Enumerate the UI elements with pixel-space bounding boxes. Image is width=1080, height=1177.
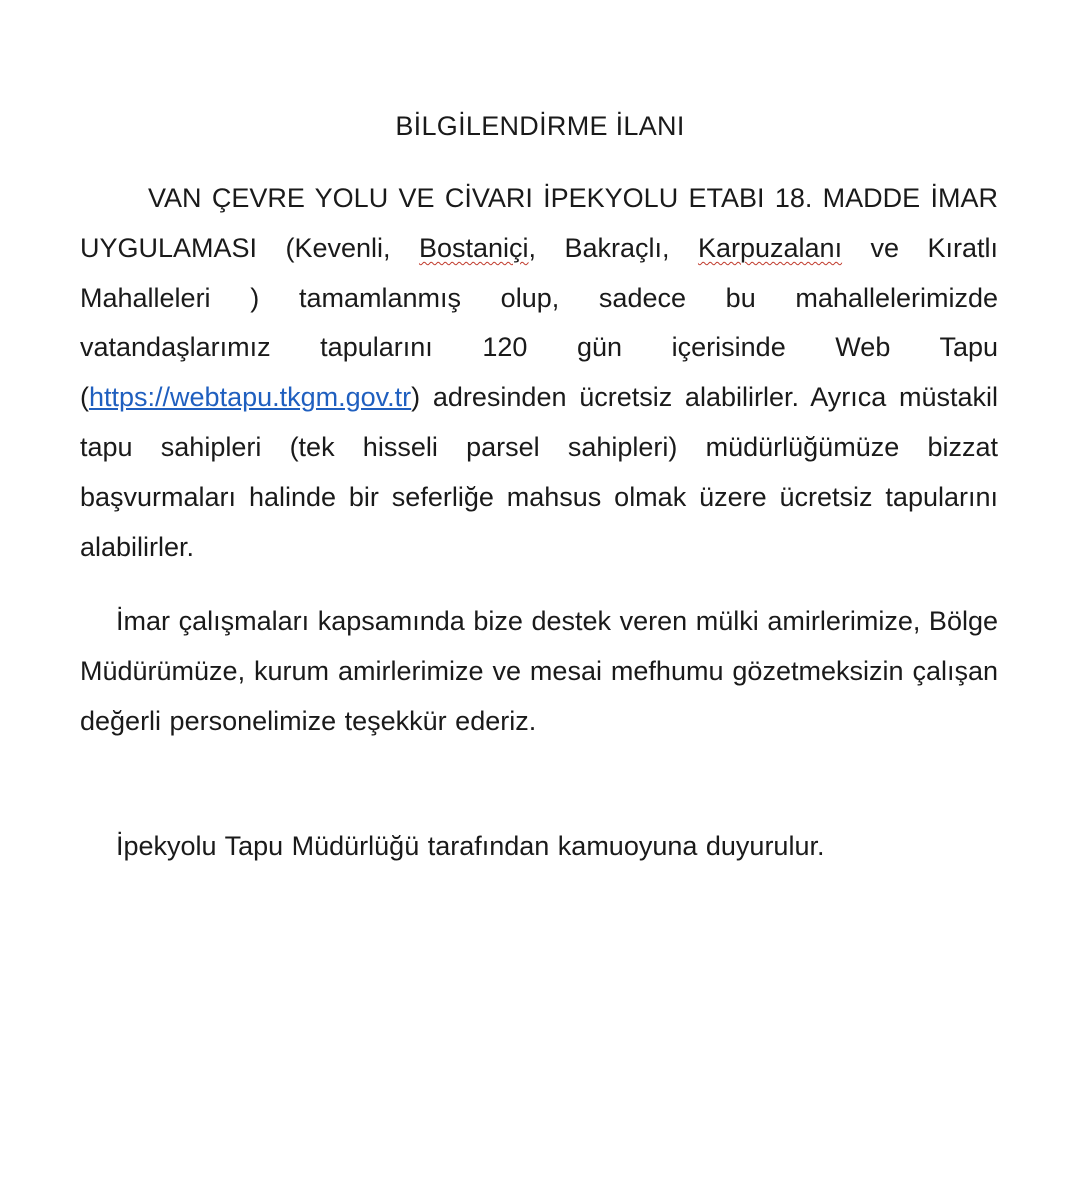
- paragraph-announcement: [80, 174, 998, 572]
- paragraph-1-part-3: ve Kıratlı Mahalleleri ) tamamlanmış olup, sadece bu mahallelerimizde vatandaşlarımız tapularını 120 gün içerisinde Web Tapu (: [80, 232, 998, 413]
- paragraph-thanks: İmar çalışmaları kapsamında bize destek veren mülki amirlerimize, Bölge Müdürümüze, kurum amirlerimize ve mesai mefhumu gözetmeksizin çalışan değerli personelimize teşekkür ederiz.: [80, 606, 998, 736]
- paragraph-1-part-4: ) adresinden ücretsiz alabilirler. Ayrıca müstakil tapu sahipleri (tek hisseli parsel sahipleri) müdürlüğümüze bizzat başvurmaları halinde bir seferliğe mahsus olmak üzere ücretsiz tapularını alabilirler.: [80, 382, 998, 562]
- document-title: BİLGİLENDİRME İLANI: [395, 111, 685, 141]
- spellcheck-flagged-word-karpuzalani[interactable]: Karpuzalanı: [697, 232, 843, 263]
- paragraph-1-part-1: VAN ÇEVRE YOLU VE CİVARI İPEKYOLU ETABI 18. MADDE İMAR UYGULAMASI (Kevenli,: [80, 183, 998, 263]
- webtapu-link[interactable]: https://webtapu.tkgm.gov.tr: [89, 382, 412, 413]
- paragraph-1-part-2: , Bakraçlı,: [528, 232, 698, 263]
- paragraph-closing: İpekyolu Tapu Müdürlüğü tarafından kamuoyuna duyurulur.: [116, 831, 825, 861]
- spellcheck-flagged-word-bostanici[interactable]: Bostaniçi: [418, 232, 529, 263]
